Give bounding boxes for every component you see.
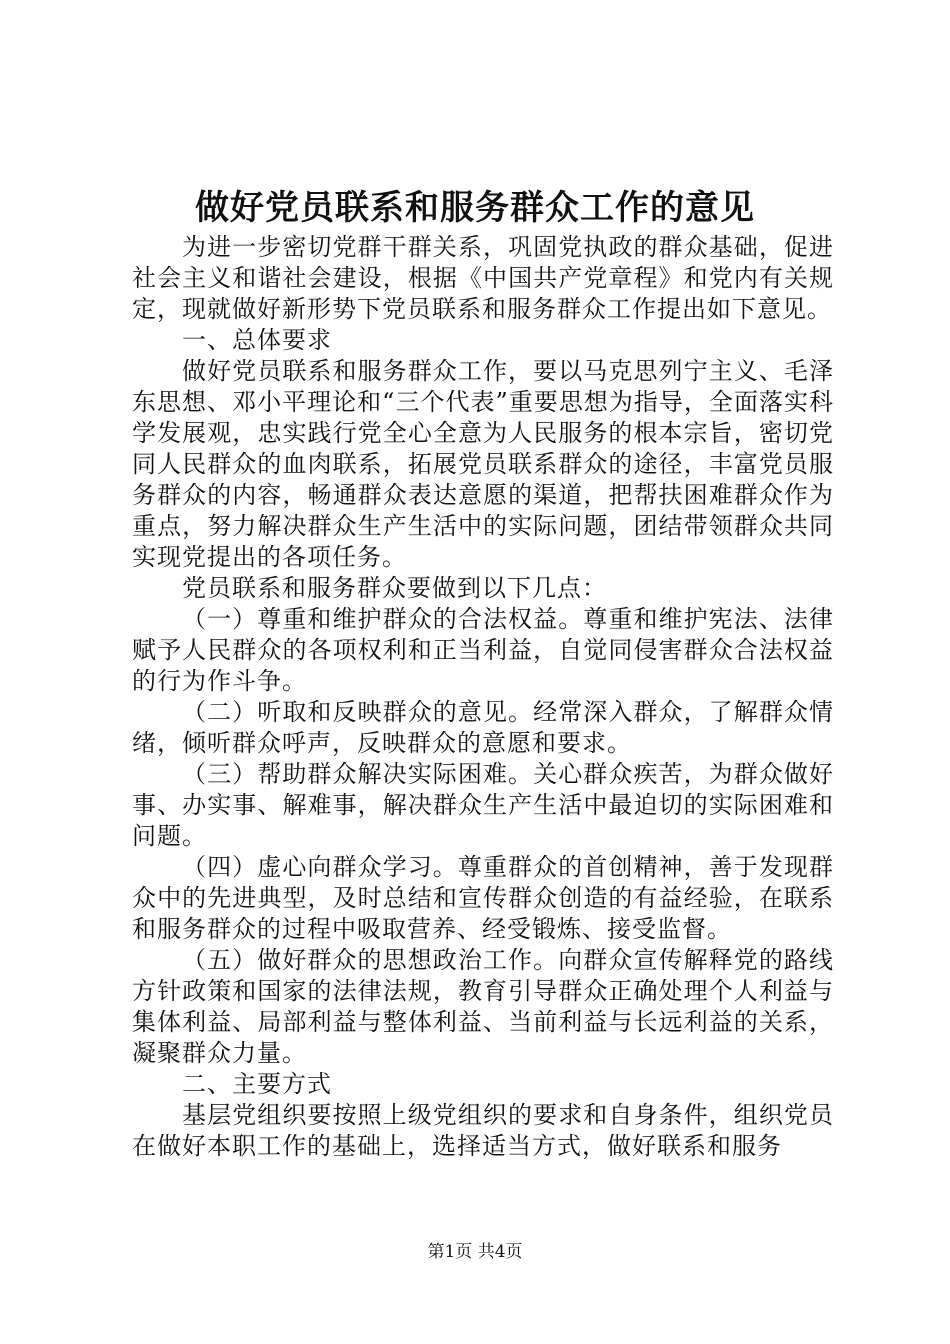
list-item-point-1: （一）尊重和维护群众的合法权益。尊重和维护宪法、法律赋予人民群众的各项权利和正当利益，自觉同侵害群众合法权益的行为作斗争。 xyxy=(132,605,834,695)
document-title: 做好党员联系和服务群众工作的意见 xyxy=(195,188,755,228)
list-item-point-5: （五）做好群众的思想政治工作。向群众宣传解释党的路线方针政策和国家的法律法规，教育引导群众正确处理个人利益与集体利益、局部利益与整体利益、当前利益与长远利益的关系，凝聚群众力量。 xyxy=(132,946,834,1067)
list-item-point-4: （四）虚心向群众学习。尊重群众的首创精神，善于发现群众中的先进典型，及时总结和宣传群众创造的有益经验，在联系和服务群众的过程中吸取营养、经受锻炼、接受监督。 xyxy=(132,853,834,943)
paragraph-general-requirements: 做好党员联系和服务群众工作，要以马克思列宁主义、毛泽东思想、邓小平理论和“三个代表”重要思想为指导，全面落实科学发展观，忠实践行党全心全意为人民服务的根本宗旨，密切党同人民群众的血肉联系，拓展党员联系群众的途径，丰富党员服务群众的内容，畅通群众表达意愿的渠道，把帮扶困难群众作为重点，努力解决群众生产生活中的实际问题，团结带领群众共同实现党提出的各项任务。 xyxy=(132,357,834,571)
document-body xyxy=(132,232,834,1162)
paragraph-main-methods: 基层党组织要按照上级党组织的要求和自身条件，组织党员在做好本职工作的基础上，选择适当方式，做好联系和服务 xyxy=(132,1101,834,1160)
page-number-footer: 第1页 共4页 xyxy=(427,1242,523,1262)
list-item-point-2: （二）听取和反映群众的意见。经常深入群众，了解群众情绪，倾听群众呼声，反映群众的意愿和要求。 xyxy=(132,698,834,757)
section-heading-general-requirements: 一、总体要求 xyxy=(182,326,332,354)
paragraph-points-intro: 党员联系和服务群众要做到以下几点： xyxy=(182,574,607,602)
list-item-point-3: （三）帮助群众解决实际困难。关心群众疾苦，为群众做好事、办实事、解难事，解决群众生产生活中最迫切的实际困难和问题。 xyxy=(132,760,834,850)
section-heading-main-methods: 二、主要方式 xyxy=(182,1070,332,1098)
paragraph-intro: 为进一步密切党群干群关系，巩固党执政的群众基础，促进社会主义和谐社会建设，根据《中国共产党章程》和党内有关规定，现就做好新形势下党员联系和服务群众工作提出如下意见。 xyxy=(132,233,834,323)
